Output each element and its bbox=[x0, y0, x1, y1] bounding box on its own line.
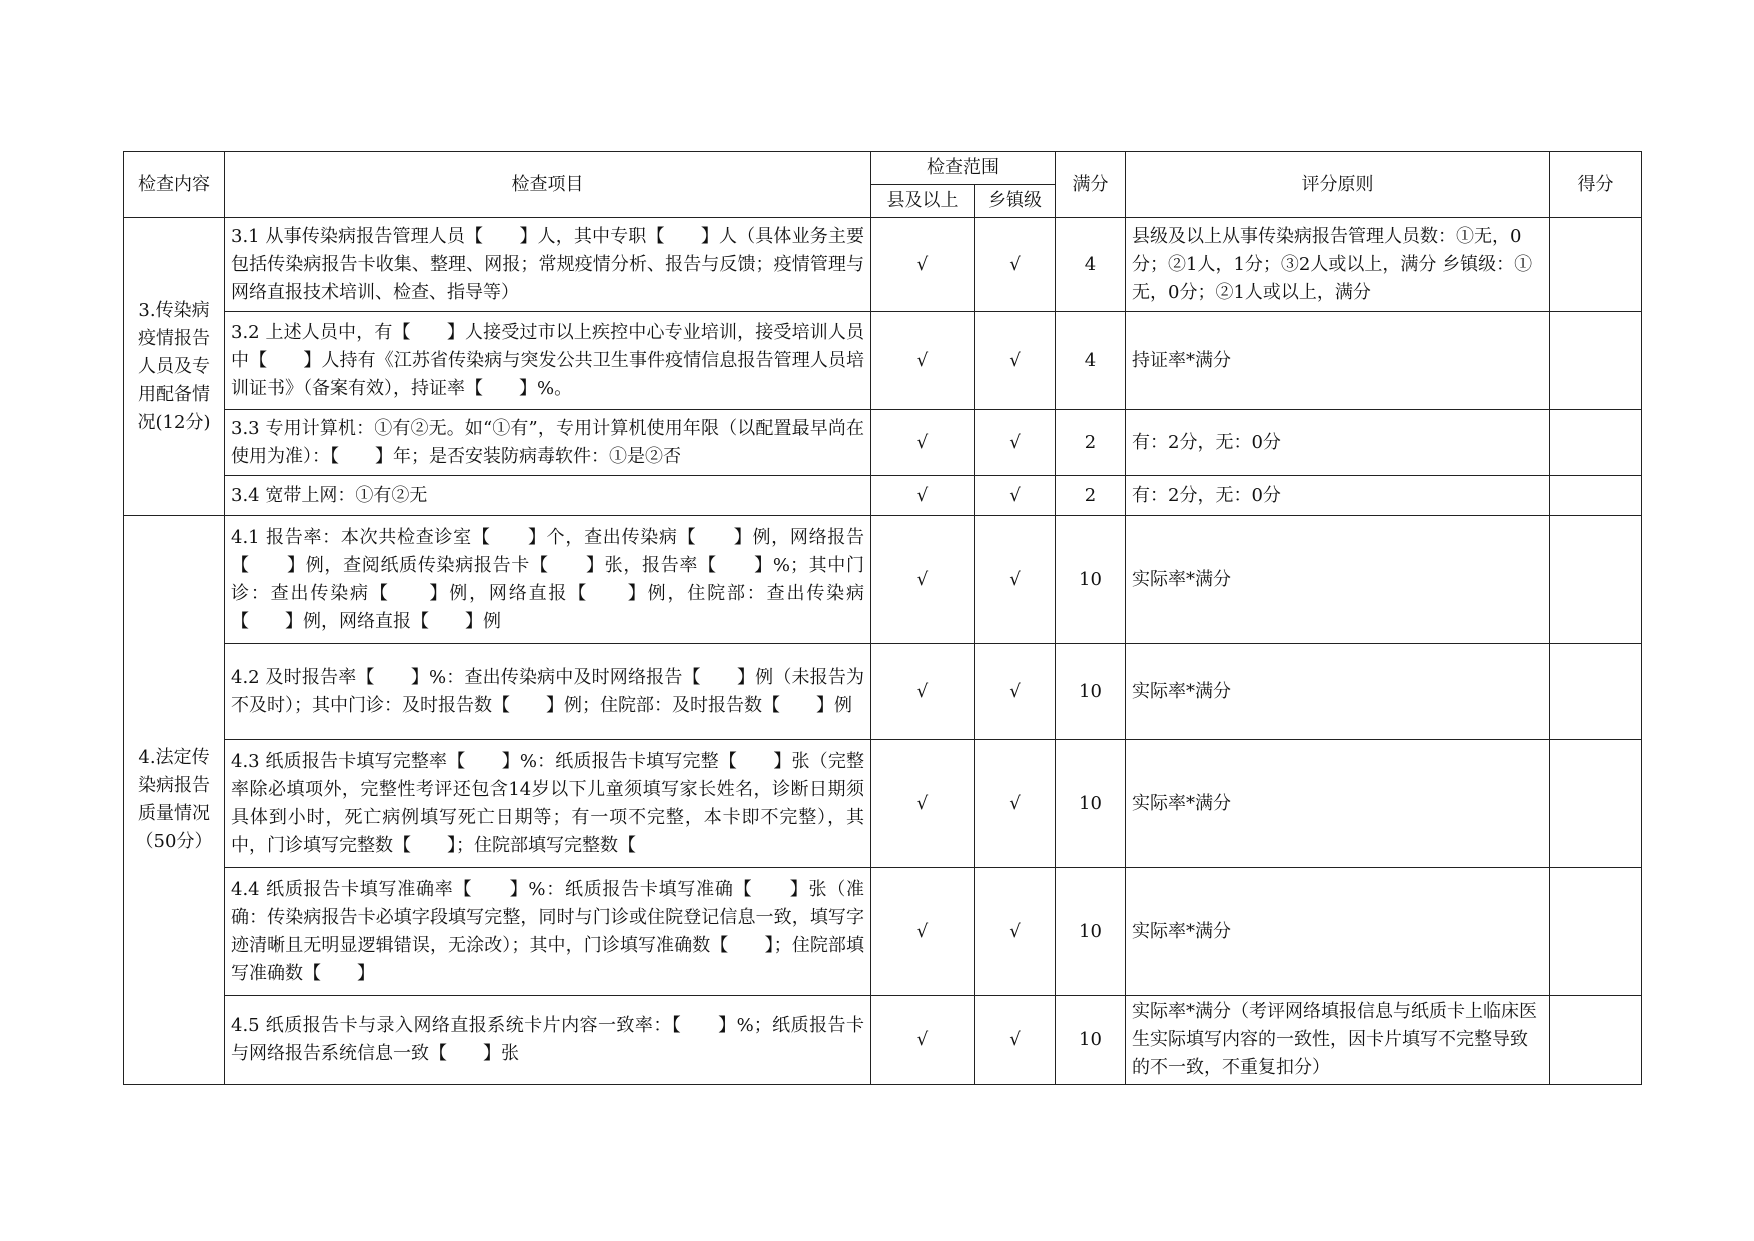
header-scope: 检查范围 bbox=[871, 152, 1056, 185]
county-check: √ bbox=[871, 868, 975, 996]
rule-cell: 实际率*满分 bbox=[1126, 740, 1550, 868]
header-item: 检查项目 bbox=[225, 152, 871, 218]
town-check: √ bbox=[975, 476, 1056, 516]
item-cell: 4.1 报告率：本次共检查诊室【 】个，查出传染病【 】例，网络报告【 】例，查阅纸质传染病报告卡【 】张，报告率【 】%；其中门诊：查出传染病【 】例，网络直报【 】例，住院部：查出传染病【 】例，网络直报【 】例 bbox=[225, 516, 871, 644]
town-check: √ bbox=[975, 644, 1056, 740]
item-cell: 4.2 及时报告率【 】%：查出传染病中及时网络报告【 】例（未报告为不及时）；其中门诊：及时报告数【 】例；住院部：及时报告数【 】例 bbox=[225, 644, 871, 740]
score-cell bbox=[1550, 410, 1642, 476]
rule-cell: 实际率*满分 bbox=[1126, 516, 1550, 644]
town-check: √ bbox=[975, 996, 1056, 1085]
table-row bbox=[124, 410, 1642, 476]
full-score: 10 bbox=[1056, 740, 1126, 868]
full-score: 4 bbox=[1056, 218, 1126, 312]
rule-cell: 县级及以上从事传染病报告管理人员数：①无，0分；②1人，1分；③2人或以上，满分 乡镇级：①无，0分；②1人或以上，满分 bbox=[1126, 218, 1550, 312]
full-score: 10 bbox=[1056, 996, 1126, 1085]
county-check: √ bbox=[871, 410, 975, 476]
rule-cell: 实际率*满分 bbox=[1126, 644, 1550, 740]
full-score: 4 bbox=[1056, 312, 1126, 410]
table-row bbox=[124, 996, 1642, 1085]
full-score: 10 bbox=[1056, 644, 1126, 740]
score-cell bbox=[1550, 644, 1642, 740]
table-row bbox=[124, 476, 1642, 516]
county-check: √ bbox=[871, 218, 975, 312]
rule-cell: 实际率*满分（考评网络填报信息与纸质卡上临床医生实际填写内容的一致性，因卡片填写不完整导致的不一致，不重复扣分） bbox=[1126, 996, 1550, 1085]
item-cell: 4.5 纸质报告卡与录入网络直报系统卡片内容一致率：【 】%；纸质报告卡与网络报告系统信息一致【 】张 bbox=[225, 996, 871, 1085]
table-row bbox=[124, 868, 1642, 996]
category-cell: 4.法定传染病报告质量情况（50分） bbox=[124, 516, 225, 1085]
header-rule: 评分原则 bbox=[1126, 152, 1550, 218]
county-check: √ bbox=[871, 996, 975, 1085]
header-full: 满分 bbox=[1056, 152, 1126, 218]
full-score: 10 bbox=[1056, 516, 1126, 644]
table-row bbox=[124, 218, 1642, 312]
score-cell bbox=[1550, 996, 1642, 1085]
item-cell: 3.3 专用计算机：①有②无。如“①有”，专用计算机使用年限（以配置最早尚在使用为准）：【 】年；是否安装防病毒软件：①是②否 bbox=[225, 410, 871, 476]
county-check: √ bbox=[871, 516, 975, 644]
item-cell: 4.3 纸质报告卡填写完整率【 】%：纸质报告卡填写完整【 】张（完整率除必填项外，完整性考评还包含14岁以下儿童须填写家长姓名，诊断日期须具体到小时，死亡病例填写死亡日期等；有一项不完整，本卡即不完整），其中，门诊填写完整数【 】；住院部填写完整数【 bbox=[225, 740, 871, 868]
category-cell: 3.传染病疫情报告人员及专用配备情况(12分) bbox=[124, 218, 225, 516]
table-row bbox=[124, 644, 1642, 740]
header-county: 县及以上 bbox=[871, 185, 975, 218]
rule-cell: 有：2分，无：0分 bbox=[1126, 476, 1550, 516]
score-cell bbox=[1550, 312, 1642, 410]
score-cell bbox=[1550, 516, 1642, 644]
county-check: √ bbox=[871, 312, 975, 410]
table-row bbox=[124, 740, 1642, 868]
county-check: √ bbox=[871, 644, 975, 740]
table-row bbox=[124, 312, 1642, 410]
table-row bbox=[124, 516, 1642, 644]
score-cell bbox=[1550, 868, 1642, 996]
score-cell bbox=[1550, 218, 1642, 312]
score-cell bbox=[1550, 476, 1642, 516]
rule-cell: 持证率*满分 bbox=[1126, 312, 1550, 410]
item-cell: 4.4 纸质报告卡填写准确率【 】%：纸质报告卡填写准确【 】张（准确：传染病报告卡必填字段填写完整，同时与门诊或住院登记信息一致，填写字迹清晰且无明显逻辑错误，无涂改）；其中，门诊填写准确数【 】；住院部填写准确数【 】 bbox=[225, 868, 871, 996]
town-check: √ bbox=[975, 312, 1056, 410]
inspection-table bbox=[123, 151, 1642, 1085]
town-check: √ bbox=[975, 740, 1056, 868]
item-cell: 3.4 宽带上网：①有②无 bbox=[225, 476, 871, 516]
item-cell: 3.1 从事传染病报告管理人员【 】人，其中专职【 】人（具体业务主要包括传染病报告卡收集、整理、网报；常规疫情分析、报告与反馈；疫情管理与网络直报技术培训、检查、指导等） bbox=[225, 218, 871, 312]
rule-cell: 实际率*满分 bbox=[1126, 868, 1550, 996]
county-check: √ bbox=[871, 476, 975, 516]
county-check: √ bbox=[871, 740, 975, 868]
town-check: √ bbox=[975, 218, 1056, 312]
header-town: 乡镇级 bbox=[975, 185, 1056, 218]
town-check: √ bbox=[975, 868, 1056, 996]
rule-cell: 有：2分，无：0分 bbox=[1126, 410, 1550, 476]
full-score: 10 bbox=[1056, 868, 1126, 996]
full-score: 2 bbox=[1056, 410, 1126, 476]
score-cell bbox=[1550, 740, 1642, 868]
header-content: 检查内容 bbox=[124, 152, 225, 218]
full-score: 2 bbox=[1056, 476, 1126, 516]
town-check: √ bbox=[975, 410, 1056, 476]
item-cell: 3.2 上述人员中，有【 】人接受过市以上疾控中心专业培训，接受培训人员中【 】人持有《江苏省传染病与突发公共卫生事件疫情信息报告管理人员培训证书》（备案有效），持证率【 】%。 bbox=[225, 312, 871, 410]
header-score: 得分 bbox=[1550, 152, 1642, 218]
town-check: √ bbox=[975, 516, 1056, 644]
